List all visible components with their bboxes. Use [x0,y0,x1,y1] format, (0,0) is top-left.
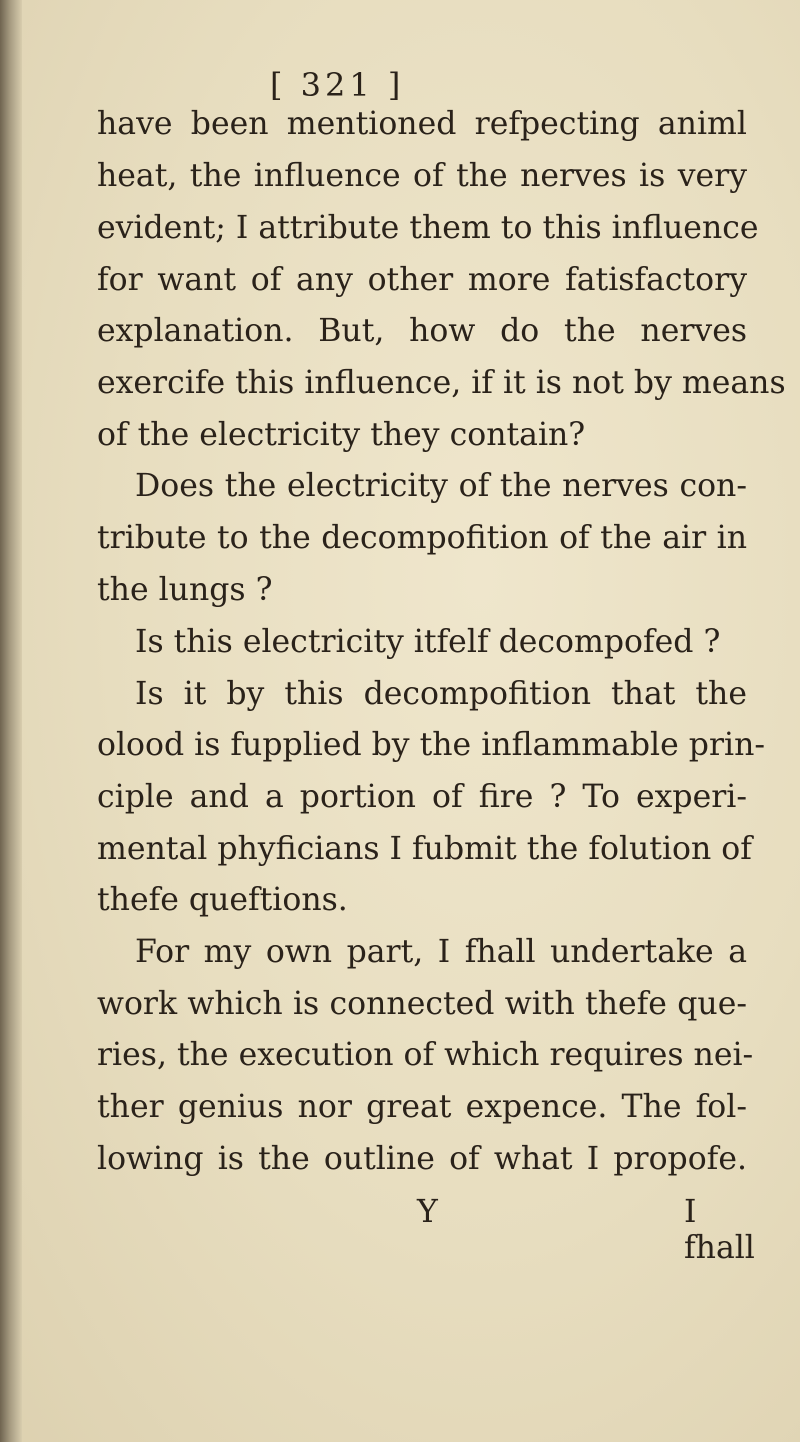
text-line: of the electricity they contain? [97,417,586,453]
text-line: work which is connected with thefe que- [97,986,747,1022]
text-line: heat, the influence of the nerves is very [97,158,747,194]
text-line: olood is fupplied by the inflammable prin- [97,727,766,763]
text-line: ries, the execution of which requires nei- [97,1037,754,1073]
page-spine-shadow [0,0,22,1442]
text-line: exercife this influence, if it is not by means [97,365,786,401]
signature-mark: Y [417,1194,438,1230]
text-line: ther genius nor great expence. The fol- [97,1089,747,1125]
text-line: have been mentioned refpecting animl [97,106,747,142]
text-line: Is it by this decompofition that the [135,676,747,712]
catchword: I fhall [684,1194,755,1266]
text-line: explanation. But, how do the nerves [97,313,747,349]
text-line: thefe queftions. [97,882,348,918]
text-line: the lungs ? [97,572,273,608]
text-line: For my own part, I fhall undertake a [135,934,747,970]
text-line: Is this electricity itfelf decompofed ? [135,624,721,660]
text-line: lowing is the outline of what I propofe. [97,1141,747,1177]
text-line: tribute to the decompofition of the air in [97,520,747,556]
text-line: Does the electricity of the nerves con- [135,468,747,504]
text-line: ciple and a portion of fire ? To experi- [97,779,747,815]
text-line: mental phyficians I fubmit the folution of [97,831,752,867]
text-line: evident; I attribute them to this influence [97,210,759,246]
text-line: for want of any other more fatisfactory [97,262,747,298]
page-number-header: [ 321 ] [270,66,405,104]
